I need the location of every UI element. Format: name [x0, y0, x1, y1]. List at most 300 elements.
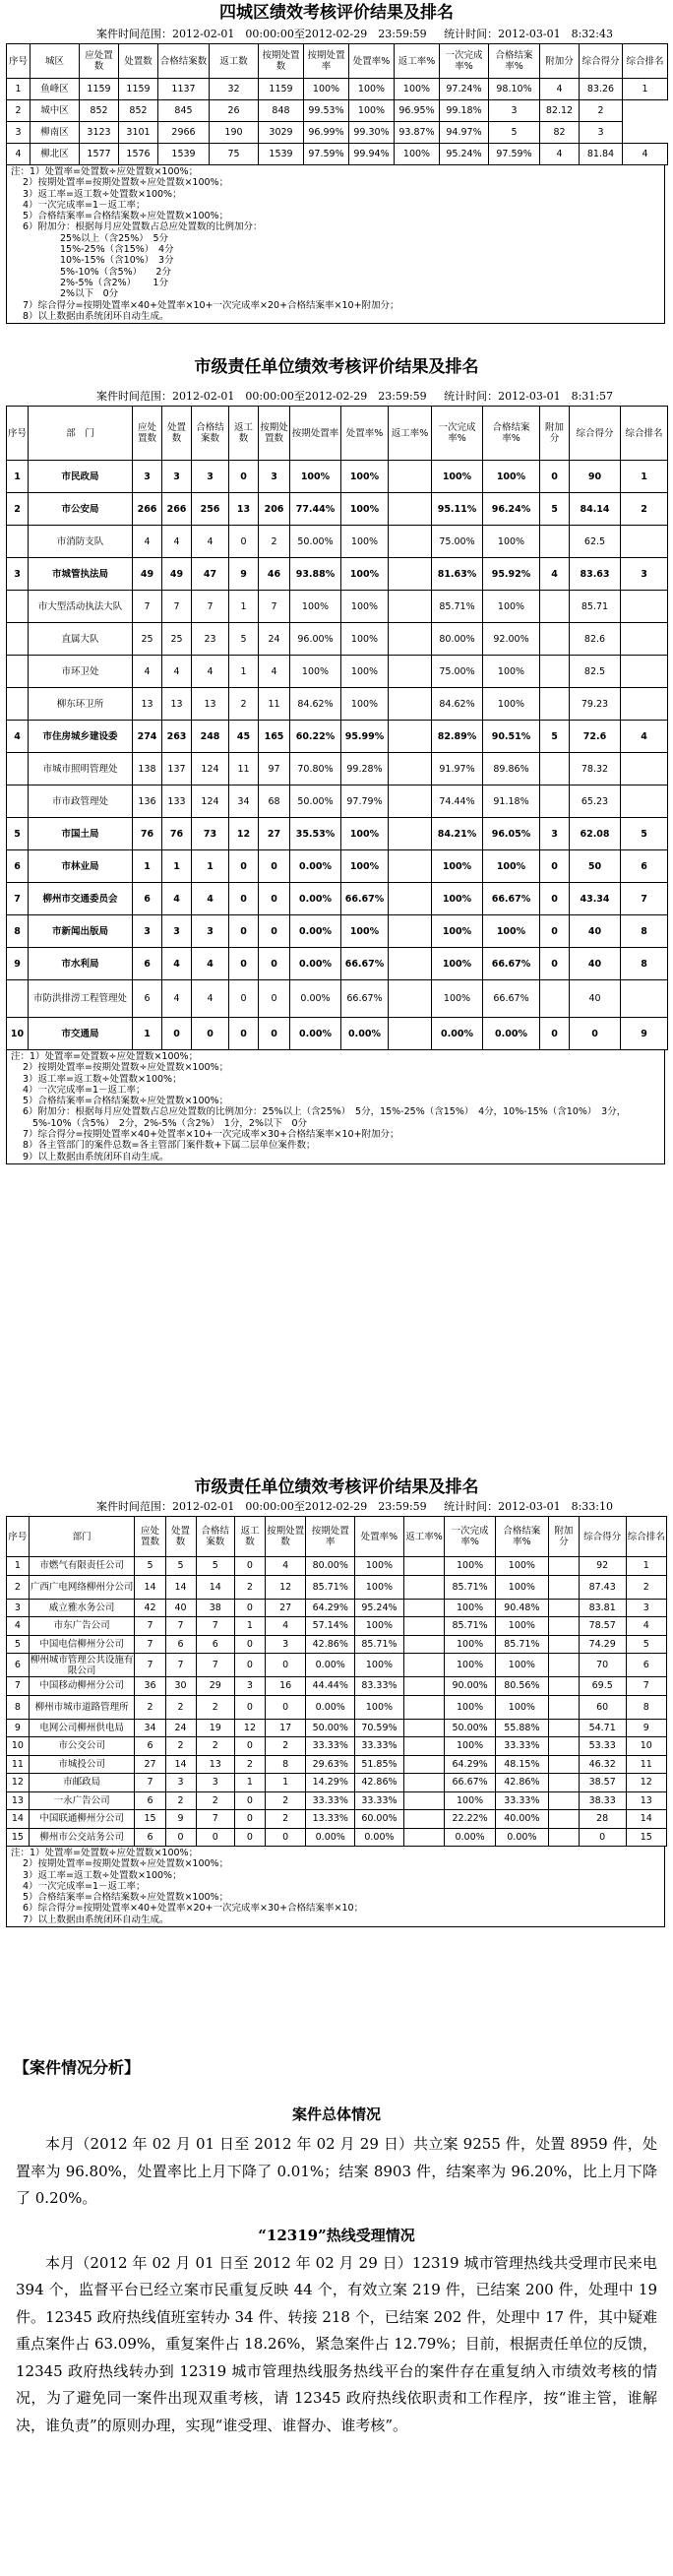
column-header: 处置率%	[349, 44, 395, 79]
column-header: 合格结案数	[196, 1517, 234, 1557]
table-cell: 8	[626, 1695, 667, 1719]
table-cell: 24	[259, 623, 290, 656]
table-cell	[403, 1695, 444, 1719]
table-cell: 100%	[445, 1599, 496, 1617]
table-cell: 94.97%	[440, 122, 489, 144]
table-cell: 11	[229, 753, 259, 785]
table-cell	[389, 850, 432, 883]
table-cell: 6	[133, 948, 162, 980]
table-cell	[548, 1575, 579, 1599]
table-cell: 19	[196, 1719, 234, 1737]
table-cell: 85.71%	[445, 1575, 496, 1599]
table-cell: 7	[162, 591, 192, 623]
table-cell	[540, 591, 570, 623]
table-row	[7, 1654, 667, 1677]
table-cell	[389, 785, 432, 818]
table-cell: 66.67%	[445, 1774, 496, 1792]
table-row	[7, 948, 668, 980]
table-cell: 68	[259, 785, 290, 818]
table-cell: 79.23	[570, 688, 621, 721]
table-cell: 7	[7, 1677, 30, 1696]
table-cell: 8	[7, 915, 29, 948]
table-cell: 2	[234, 1575, 265, 1599]
table-cell: 133	[162, 785, 192, 818]
utility-section	[0, 1476, 673, 1927]
table-cell: 4	[162, 948, 192, 980]
table-cell: 60	[579, 1695, 626, 1719]
city-dept-table	[6, 406, 668, 1050]
table-cell: 82	[540, 122, 580, 144]
table-cell: 70.80%	[290, 753, 341, 785]
table-cell	[621, 980, 668, 1018]
table-cell: 98.10%	[489, 79, 540, 100]
table-cell: 0.00%	[483, 1018, 540, 1050]
table-cell: 90.48%	[495, 1599, 548, 1617]
table-cell: 1	[133, 1018, 162, 1050]
table-cell: 市新闻出版局	[29, 915, 133, 948]
table-cell: 0.00%	[306, 1828, 355, 1847]
table-cell: 82.6	[570, 623, 621, 656]
table-cell: 柳北区	[31, 144, 80, 165]
district-section	[0, 2, 673, 324]
table-cell: 100%	[395, 79, 440, 100]
table-cell: 0	[165, 1828, 196, 1847]
table-cell: 2	[165, 1791, 196, 1810]
table-cell: 0	[259, 850, 290, 883]
table-cell: 266	[162, 493, 192, 526]
table-cell: 市防洪排涝工程管理处	[29, 980, 133, 1018]
table-cell: 66.67%	[341, 883, 389, 915]
hotline-heading: “12319”热线受理情况	[258, 2226, 415, 2244]
table-cell: 威立雅水务公司	[29, 1599, 135, 1617]
column-header: 按期处置率	[290, 407, 341, 461]
table-cell: 9	[165, 1810, 196, 1829]
table-cell: 14	[135, 1575, 165, 1599]
table-cell: 0	[540, 461, 570, 493]
table-row	[7, 1575, 667, 1599]
table-cell: 852	[80, 100, 119, 122]
table-cell: 206	[259, 493, 290, 526]
column-header: 返工率%	[395, 44, 440, 79]
note-line: 4）一次完成率=1－返工率；	[23, 1880, 146, 1892]
table-cell: 23	[192, 623, 229, 656]
note-line: 注：1）处置率=处置数÷应处置数×100%；	[11, 1051, 199, 1062]
table-cell: 2	[7, 493, 29, 526]
table-cell: 48.15%	[495, 1755, 548, 1774]
table-cell: 市城投公司	[29, 1755, 135, 1774]
table-cell: 100%	[341, 526, 389, 558]
table-cell: 124	[192, 753, 229, 785]
table-cell: 2	[7, 1575, 30, 1599]
table-cell: 1539	[259, 144, 304, 165]
table-row	[7, 558, 668, 591]
table-cell: 55.88%	[495, 1719, 548, 1737]
table-cell: 市公交公司	[29, 1737, 135, 1756]
table-cell: 电网公司柳州供电局	[29, 1719, 135, 1737]
table-cell: 9	[626, 1719, 667, 1737]
table-cell: 2	[229, 688, 259, 721]
table-cell: 0.00%	[290, 948, 341, 980]
table-cell: 27	[135, 1755, 165, 1774]
table-cell	[7, 785, 29, 818]
table-cell: 100%	[445, 1791, 496, 1810]
table-cell: 柳州市交通委员会	[29, 883, 133, 915]
table-cell: 1	[7, 461, 29, 493]
table-cell: 100%	[349, 79, 395, 100]
table-cell: 49	[162, 558, 192, 591]
table-cell: 266	[133, 493, 162, 526]
table-cell: 市市政管理处	[29, 785, 133, 818]
table-cell: 60.22%	[290, 721, 341, 753]
column-header: 返工数	[229, 407, 259, 461]
column-header: 序号	[7, 407, 29, 461]
table-cell: 0.00%	[290, 850, 341, 883]
table-cell: 14	[165, 1755, 196, 1774]
table-cell: 4	[133, 526, 162, 558]
table-cell: 5	[165, 1557, 196, 1576]
table-cell	[389, 1018, 432, 1050]
table-cell: 13.33%	[306, 1810, 355, 1829]
table-cell: 24	[165, 1719, 196, 1737]
table-cell: 42	[135, 1599, 165, 1617]
table-cell: 27	[259, 818, 290, 850]
table-cell: 3	[265, 1635, 305, 1654]
table-cell: 5	[621, 818, 668, 850]
table-cell: 市城管执法局	[29, 558, 133, 591]
table-cell: 46	[259, 558, 290, 591]
table-cell: 0.00%	[445, 1828, 496, 1847]
table-cell: 柳南区	[31, 122, 80, 144]
table-cell: 11	[259, 688, 290, 721]
column-header: 附加分	[540, 407, 570, 461]
table-cell: 5	[229, 623, 259, 656]
table-cell: 85.71%	[432, 591, 483, 623]
table-cell: 6	[133, 883, 162, 915]
table-cell	[389, 526, 432, 558]
table-cell: 50.00%	[290, 785, 341, 818]
note-line: 2%-5%（含2%） 1分	[60, 277, 168, 288]
table-cell	[389, 753, 432, 785]
table-cell	[7, 526, 29, 558]
column-header: 应处置数	[80, 44, 119, 79]
table-row	[7, 100, 668, 122]
table-cell: 138	[133, 753, 162, 785]
table-cell: 12	[265, 1575, 305, 1599]
table-cell: 100%	[445, 1737, 496, 1756]
table-cell	[540, 526, 570, 558]
table-cell: 1576	[119, 144, 158, 165]
table-cell: 57.14%	[306, 1617, 355, 1636]
note-line: 6）综合得分=按期处置率×40+处置率×20+一次完成率×30+合格结案率×10；	[23, 1903, 364, 1915]
table-cell: 0	[540, 883, 570, 915]
table-cell: 1577	[80, 144, 119, 165]
table-cell	[7, 753, 29, 785]
note-line: 15%-25%（含15%） 4分	[60, 244, 174, 256]
table-cell: 15	[626, 1828, 667, 1847]
table-cell	[548, 1635, 579, 1654]
column-header: 部 门	[29, 407, 133, 461]
table-cell: 100%	[432, 461, 483, 493]
table-cell: 0.00%	[290, 1018, 341, 1050]
table-cell	[7, 688, 29, 721]
table-cell: 100%	[495, 1575, 548, 1599]
table-row	[7, 753, 668, 785]
table-row	[7, 493, 668, 526]
city-dept-title: 市级责任单位绩效考核评价结果及排名	[194, 357, 479, 377]
table-cell: 0.00%	[341, 1018, 389, 1050]
table-cell	[540, 656, 570, 688]
note-line: 7）综合得分=按期处置率×40+处置率×10+一次完成率×20+合格结案率×10+附加分；	[23, 299, 399, 311]
table-cell: 4	[192, 883, 229, 915]
table-cell: 33.33%	[355, 1791, 404, 1810]
table-cell: 100%	[290, 591, 341, 623]
table-cell: 7	[192, 591, 229, 623]
table-cell	[548, 1755, 579, 1774]
table-cell: 38.57	[579, 1774, 626, 1792]
table-row	[7, 850, 668, 883]
table-cell: 73	[192, 818, 229, 850]
table-cell: 100%	[483, 591, 540, 623]
table-cell	[540, 623, 570, 656]
table-row	[7, 1018, 668, 1050]
table-cell: 4	[265, 1617, 305, 1636]
district-title: 四城区绩效考核评价结果及排名	[219, 3, 454, 23]
table-cell: 15	[7, 1828, 30, 1847]
table-cell	[7, 656, 29, 688]
table-row	[7, 915, 668, 948]
column-header: 合格结案率%	[483, 407, 540, 461]
table-cell: 7	[135, 1774, 165, 1792]
table-cell	[548, 1737, 579, 1756]
table-cell: 100%	[355, 1617, 404, 1636]
table-cell: 80.00%	[306, 1557, 355, 1576]
table-cell: 0	[234, 1654, 265, 1677]
table-row	[7, 980, 668, 1018]
table-cell: 75.00%	[432, 526, 483, 558]
table-cell: 82.12	[540, 100, 580, 122]
table-cell: 5	[196, 1557, 234, 1576]
table-row	[7, 144, 668, 165]
table-row	[7, 1810, 667, 1829]
table-cell: 83.81	[579, 1599, 626, 1617]
table-cell: 3	[489, 100, 540, 122]
table-cell: 100%	[445, 1654, 496, 1677]
table-cell: 7	[135, 1635, 165, 1654]
table-cell: 83.33%	[355, 1677, 404, 1696]
table-cell: 0	[234, 1557, 265, 1576]
table-cell: 4	[540, 79, 580, 100]
table-cell	[7, 623, 29, 656]
table-cell: 0.00%	[355, 1828, 404, 1847]
table-cell: 2	[196, 1737, 234, 1756]
table-cell: 100%	[304, 79, 349, 100]
table-cell: 89.86%	[483, 753, 540, 785]
table-cell: 96.24%	[483, 493, 540, 526]
table-cell: 136	[133, 785, 162, 818]
table-cell: 0	[234, 1791, 265, 1810]
table-cell	[7, 980, 29, 1018]
table-cell	[621, 526, 668, 558]
table-cell: 16	[265, 1677, 305, 1696]
table-cell: 市国土局	[29, 818, 133, 850]
table-cell: 29	[196, 1677, 234, 1696]
table-cell: 50.00%	[290, 526, 341, 558]
table-cell: 6	[196, 1635, 234, 1654]
table-cell: 100%	[445, 1557, 496, 1576]
table-cell: 100%	[495, 1557, 548, 1576]
table-cell: 0	[229, 461, 259, 493]
table-row	[7, 721, 668, 753]
table-cell: 市大型活动执法大队	[29, 591, 133, 623]
table-cell: 9	[621, 1018, 668, 1050]
table-cell: 1	[621, 461, 668, 493]
table-cell: 85.71	[570, 591, 621, 623]
table-cell: 83.26	[580, 79, 623, 100]
table-cell: 47	[192, 558, 229, 591]
table-cell: 3	[7, 1599, 30, 1617]
table-cell: 0	[229, 850, 259, 883]
column-header: 综合得分	[570, 407, 621, 461]
table-cell	[403, 1677, 444, 1696]
table-cell: 30	[165, 1677, 196, 1696]
table-cell: 1159	[119, 79, 158, 100]
table-cell: 33.33%	[306, 1791, 355, 1810]
city-dept-meta: 案件时间范围：2012-02-01 00:00:00至2012-02-29 23:59:59 统计时间：2012-03-01 8:31:57	[96, 390, 613, 403]
table-cell: 97.59%	[489, 144, 540, 165]
table-cell: 100%	[355, 1654, 404, 1677]
table-cell: 25	[162, 623, 192, 656]
table-cell: 4	[192, 656, 229, 688]
table-cell: 100%	[395, 144, 440, 165]
table-cell: 广西广电网络柳州分公司	[29, 1575, 135, 1599]
note-line: 10%-15%（含10%） 3分	[60, 255, 174, 267]
table-cell	[389, 818, 432, 850]
table-cell: 99.18%	[440, 100, 489, 122]
table-cell	[548, 1719, 579, 1737]
table-cell: 2	[265, 1810, 305, 1829]
table-cell: 0	[229, 1018, 259, 1050]
column-header: 一次完成率%	[445, 1517, 496, 1557]
table-cell	[403, 1755, 444, 1774]
table-cell: 1	[162, 850, 192, 883]
table-cell: 100%	[341, 591, 389, 623]
column-header: 返工数	[210, 44, 259, 79]
table-cell	[403, 1635, 444, 1654]
table-cell: 96.99%	[304, 122, 349, 144]
table-row	[7, 591, 668, 623]
table-cell: 12	[7, 1774, 30, 1792]
table-cell: 柳州市城市道路管理所	[29, 1695, 135, 1719]
table-cell: 2	[621, 493, 668, 526]
table-cell: 0.00%	[306, 1654, 355, 1677]
note-line: 注：1）处置率=处置数÷应处置数×100%；	[11, 166, 199, 177]
table-cell: 3029	[259, 122, 304, 144]
table-row	[7, 1635, 667, 1654]
table-cell: 274	[133, 721, 162, 753]
column-header: 按期处置率	[306, 1517, 355, 1557]
table-cell	[389, 915, 432, 948]
table-cell: 99.53%	[304, 100, 349, 122]
note-line: 3）返工率=返工数÷处置数×100%；	[23, 1869, 182, 1881]
district-header-row	[7, 44, 668, 79]
table-cell: 10	[7, 1737, 30, 1756]
table-cell: 0.00%	[432, 1018, 483, 1050]
table-cell: 0	[579, 1828, 626, 1847]
table-cell	[540, 785, 570, 818]
table-row	[7, 1755, 667, 1774]
table-cell: 91.97%	[432, 753, 483, 785]
table-cell: 1	[229, 656, 259, 688]
table-cell: 0	[540, 948, 570, 980]
table-cell: 85.71%	[495, 1635, 548, 1654]
table-cell: 0.00%	[290, 980, 341, 1018]
table-cell: 84.62%	[290, 688, 341, 721]
table-cell: 75.00%	[432, 656, 483, 688]
table-cell: 83.63	[570, 558, 621, 591]
table-cell: 44.44%	[306, 1677, 355, 1696]
table-cell: 13	[196, 1755, 234, 1774]
table-cell: 165	[259, 721, 290, 753]
table-cell: 100%	[432, 948, 483, 980]
table-cell: 53.33	[579, 1737, 626, 1756]
table-cell: 91.18%	[483, 785, 540, 818]
table-cell: 1	[7, 79, 31, 100]
table-cell: 8	[265, 1755, 305, 1774]
table-cell	[621, 688, 668, 721]
table-cell: 1	[234, 1617, 265, 1636]
table-cell: 51.85%	[355, 1755, 404, 1774]
table-row	[7, 79, 668, 100]
table-cell: 6	[621, 850, 668, 883]
table-cell: 256	[192, 493, 229, 526]
table-cell: 12	[234, 1719, 265, 1737]
table-cell: 99.94%	[349, 144, 395, 165]
table-cell	[403, 1791, 444, 1810]
table-cell: 69.5	[579, 1677, 626, 1696]
table-cell: 100%	[341, 656, 389, 688]
table-cell: 7	[259, 591, 290, 623]
table-cell	[548, 1677, 579, 1696]
table-row	[7, 623, 668, 656]
table-cell: 3	[259, 461, 290, 493]
table-cell	[548, 1599, 579, 1617]
table-cell: 一永广告公司	[29, 1791, 135, 1810]
table-cell: 0	[234, 1737, 265, 1756]
column-header: 附加分	[548, 1517, 579, 1557]
table-cell: 0	[196, 1828, 234, 1847]
column-header: 按期处置数	[259, 407, 290, 461]
table-cell: 92.00%	[483, 623, 540, 656]
table-cell: 4	[7, 721, 29, 753]
table-cell: 8	[621, 948, 668, 980]
note-line: 5）合格结案率=合格结案数÷应处置数×100%；	[23, 1892, 229, 1904]
table-cell: 124	[192, 785, 229, 818]
table-cell	[389, 623, 432, 656]
table-cell: 14.29%	[306, 1774, 355, 1792]
table-cell: 82.89%	[432, 721, 483, 753]
column-header: 合格结案数	[192, 407, 229, 461]
note-line: 2）按期处置率=按期处置数÷应处置数×100%；	[23, 1858, 229, 1870]
table-cell: 4	[162, 980, 192, 1018]
table-cell	[540, 753, 570, 785]
table-cell	[403, 1599, 444, 1617]
table-cell: 34	[229, 785, 259, 818]
table-cell: 38	[196, 1599, 234, 1617]
table-cell: 5	[135, 1557, 165, 1576]
table-cell: 64.29%	[445, 1755, 496, 1774]
table-cell	[621, 785, 668, 818]
table-cell: 6	[7, 850, 29, 883]
